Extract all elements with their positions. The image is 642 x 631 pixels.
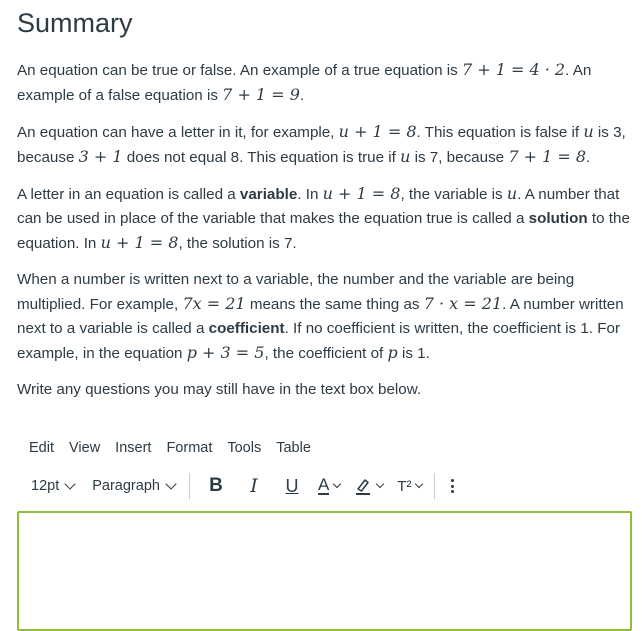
paragraph-3: A letter in an equation is called a variable. In u + 1 = 8, the variable is u. A number that can be used in place of the variable that makes the equation true is called a solution to the equation. In u + 1 = 8, the solution is 7. (17, 184, 630, 252)
editor-toolbar (31, 472, 455, 500)
block-format-value: Paragraph (92, 478, 160, 494)
chevron-down-icon (65, 478, 76, 489)
menu-edit[interactable]: Edit (29, 440, 54, 456)
math: u + 1 = 8 (338, 122, 417, 141)
math: 3 + 1 (78, 147, 123, 166)
menu-table[interactable]: Table (276, 440, 311, 456)
font-size-value: 12pt (31, 478, 60, 494)
math: 7x = 21 (182, 294, 246, 313)
math: 7 + 1 = 4 · 2 (461, 60, 566, 79)
summary-content (17, 58, 637, 414)
block-format-dropdown[interactable] (92, 478, 175, 494)
math: p (387, 343, 398, 362)
term-coefficient: coefficient (208, 320, 285, 337)
rich-text-editor-area[interactable] (17, 511, 632, 631)
math: 7 + 1 = 9 (222, 85, 300, 104)
math: 7 · x = 21 (423, 294, 503, 313)
math: u (400, 147, 411, 166)
text-color-icon: A (317, 475, 330, 494)
superscript-icon: T² (397, 477, 412, 495)
paragraph-4: When a number is written next to a variable, the number and the variable are being multiplied. For example, 7x = 21 means the same thing as 7 · x = 21. A number written next to a variable is called a coefficient. If no coefficient is written, the coefficient is 1. For example, in the equation p + 3 = 5, the coefficient of p is 1. (17, 271, 624, 362)
chevron-down-icon (165, 478, 176, 489)
math: u (583, 122, 594, 141)
term-solution: solution (528, 210, 588, 227)
page-title: Summary (17, 8, 133, 38)
toolbar-divider (434, 473, 435, 499)
more-options-icon[interactable] (451, 479, 455, 493)
highlight-color-button[interactable] (354, 472, 383, 500)
paragraph-2: An equation can have a letter in it, for example, u + 1 = 8. This equation is false if u is 3, because 3 + 1 does not equal 8. This equation is true if u is 7, because 7 + 1 = 8. (17, 122, 626, 166)
math: u (506, 184, 518, 203)
paragraph-1: An equation can be true or false. An example of a true equation is 7 + 1 = 4 · 2. An example of a false equation is 7 + 1 = 9. (17, 60, 592, 104)
italic-button[interactable] (240, 472, 268, 500)
math: p + 3 = 5 (186, 343, 265, 362)
menu-insert[interactable]: Insert (115, 440, 152, 456)
font-size-dropdown[interactable] (31, 478, 74, 494)
chevron-down-icon (376, 480, 384, 488)
math: 7 + 1 = 8 (508, 147, 587, 166)
superscript-button[interactable] (397, 472, 422, 500)
italic-icon: I (250, 475, 258, 497)
math: u + 1 = 8 (322, 184, 401, 203)
text-color-button[interactable] (318, 472, 340, 500)
editor-menubar (29, 438, 326, 458)
chevron-down-icon (415, 480, 423, 488)
menu-format[interactable]: Format (166, 440, 213, 456)
toolbar-divider (189, 473, 190, 499)
term-variable: variable (239, 186, 298, 203)
bold-icon: B (209, 475, 223, 496)
menu-view[interactable]: View (69, 440, 101, 456)
underline-button[interactable] (278, 472, 306, 500)
underline-icon: U (285, 475, 299, 496)
paragraph-5: Write any questions you may still have in the text box below. (17, 381, 422, 398)
highlighter-icon (354, 477, 372, 495)
math: u + 1 = 8 (100, 233, 179, 252)
chevron-down-icon (333, 480, 341, 488)
menu-tools[interactable]: Tools (227, 440, 262, 456)
bold-button[interactable] (202, 472, 230, 500)
